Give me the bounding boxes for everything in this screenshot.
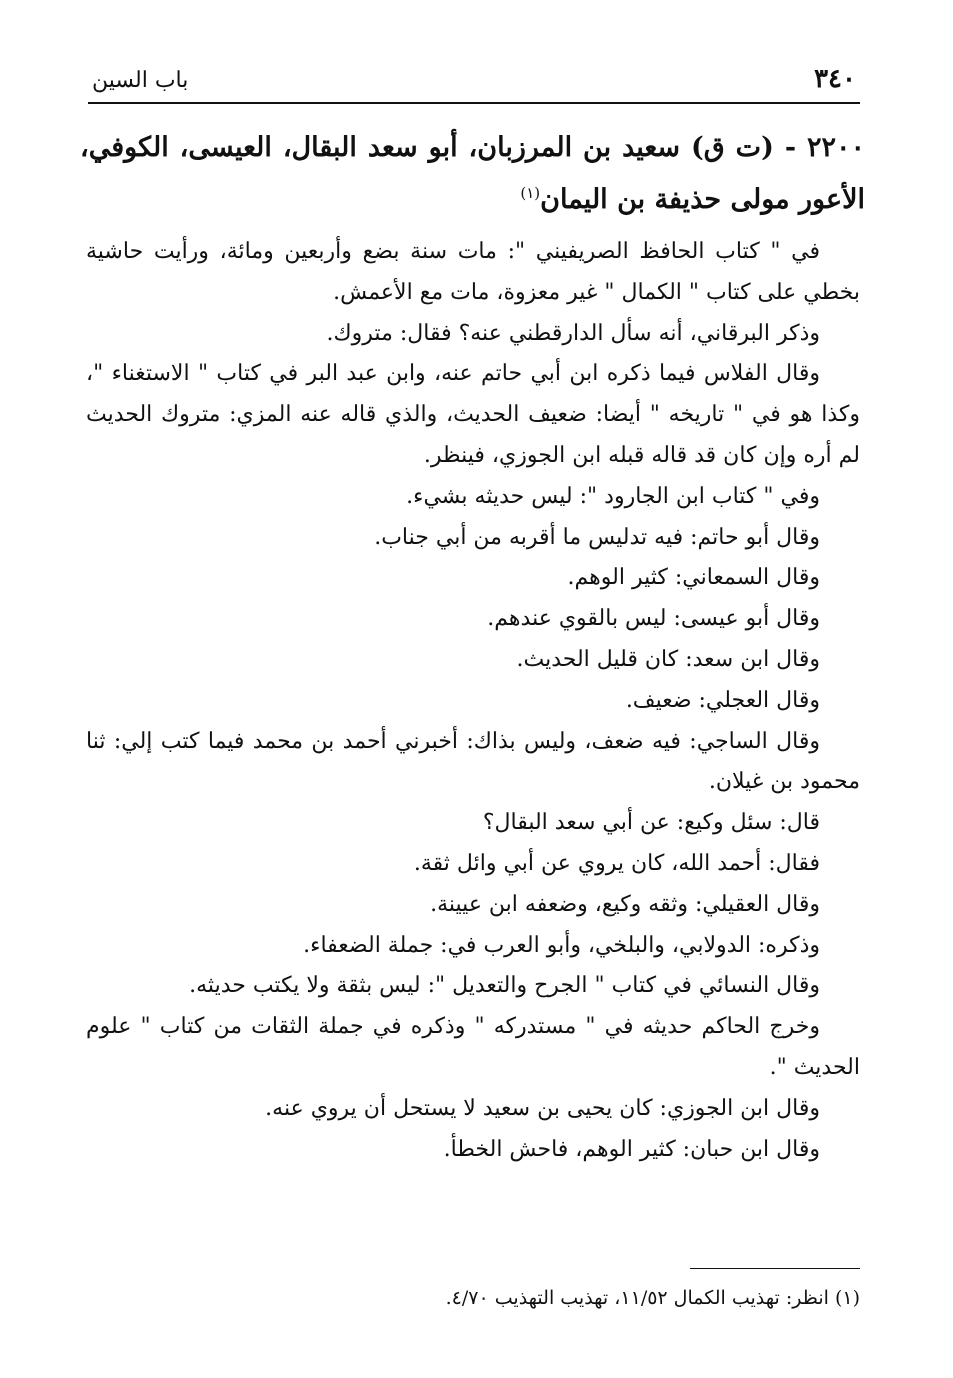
paragraph: وقال الفلاس فيما ذكره ابن أبي حاتم عنه، وابن عبد البر في كتاب " الاستغناء "، وكذا هو في " تاريخه " أيضا: ضعيف الحديث، والذي قاله عنه المزي: متروك الحديث لم أره وإن كان قد قاله قبله ابن الجوزي، فينظر. [86,361,860,468]
paragraph: وفي " كتاب ابن الجارود ": ليس حديثه بشيء. [406,483,820,509]
paragraph: وقال النسائي في كتاب " الجرح والتعديل ": ليس بثقة ولا يكتب حديثه. [189,973,820,999]
paragraph: وقال ابن سعد: كان قليل الحديث. [516,646,820,672]
chapter-title: باب السين [92,68,189,93]
paragraph: وقال أبو عيسى: ليس بالقوي عندهم. [487,606,820,632]
footnote-divider [690,1268,860,1269]
paragraph: فقال: أحمد الله، كان يروي عن أبي وائل ثقة. [413,850,820,876]
paragraph: وقال العقيلي: وثقه وكيع، وضعفه ابن عيينة. [430,891,820,917]
paragraph: وخرج الحاكم حديثه في " مستدركه " وذكره في جملة الثقات من كتاب " علوم الحديث ". [86,1014,860,1080]
entry-body [86,232,860,1170]
paragraph: وقال ابن حبان: كثير الوهم، فاحش الخطأ. [443,1136,820,1162]
paragraph: وقال ابن الجوزي: كان يحيى بن سعيد لا يستحل أن يروي عنه. [265,1095,820,1121]
paragraph: وقال أبو حاتم: فيه تدليس ما أقربه من أبي جناب. [374,524,820,550]
paragraph: وقال الساجي: فيه ضعف، وليس بذاك: أخبرني أحمد بن محمد فيما كتب إلي: ثنا محمود بن غيلان. [86,728,860,795]
paragraph: وذكر البرقاني، أنه سأل الدارقطني عنه؟ فقال: متروك. [326,320,820,346]
paragraph: قال: سئل وكيع: عن أبي سعد البقال؟ [482,810,820,836]
running-header [88,58,860,98]
entry-heading-text: ٢٢٠٠ - (ت ق) سعيد بن المرزبان، أبو سعد البقال، العيسى، الكوفي، الأعور مولى حذيفة بن اليمان [80,132,865,215]
paragraph: في " كتاب الحافظ الصريفيني ": مات سنة بضع وأربعين ومائة، ورأيت حاشية بخطي على كتاب " الكمال " غير معزوة، مات مع الأعمش. [86,239,860,305]
page-number: ٣٤٠ [814,64,856,94]
paragraph: وقال السمعاني: كثير الوهم. [567,565,820,591]
footnote: (١) انظر: تهذيب الكمال ١١/٥٢، تهذيب التهذيب ٤/٧٠. [445,1287,860,1309]
header-divider [88,102,860,104]
paragraph: وقال العجلي: ضعيف. [625,687,820,713]
paragraph: وذكره: الدولابي، والبلخي، وأبو العرب في: جملة الضعفاء. [303,932,820,958]
entry-heading [80,122,865,226]
footnote-reference: (١) [520,184,541,202]
